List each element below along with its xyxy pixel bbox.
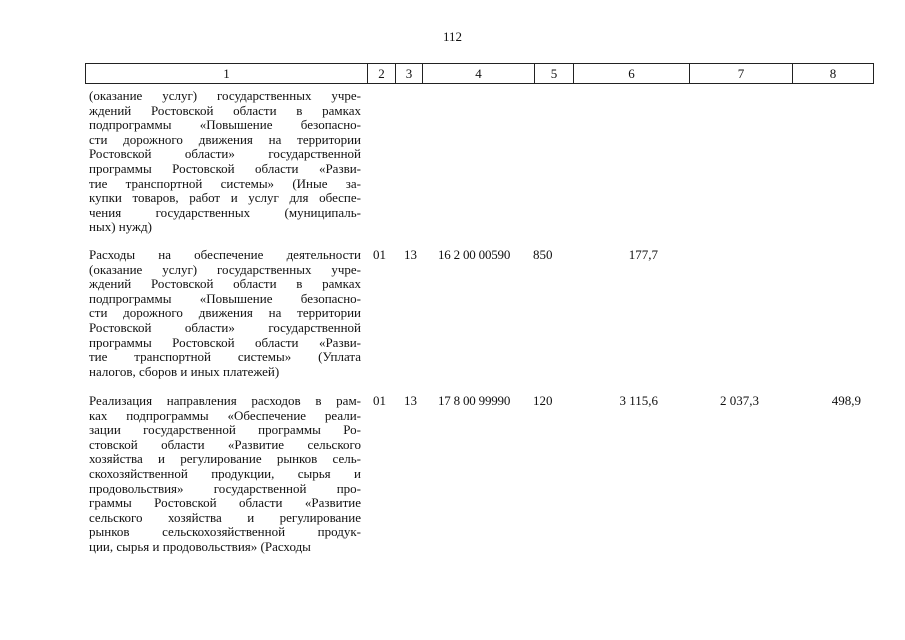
target-article-code: 16 2 00 00590: [438, 247, 511, 262]
column-header-row: [86, 64, 874, 84]
subsection-code: 13: [404, 247, 417, 262]
column-header-5: 5: [535, 64, 574, 84]
description-line: Ростовской области» государственной: [89, 319, 361, 335]
description-line: тие транспортной системы» (Уплата: [89, 349, 361, 365]
description-line: Реализация направления расходов в рам-: [89, 393, 361, 408]
description-line: стовской области «Развитие сельского: [89, 436, 361, 452]
description-line: (оказание услуг) государственных учре-: [89, 261, 361, 277]
column-header-1: 1: [86, 64, 368, 84]
amount-column-7: 2 037,3: [720, 393, 759, 408]
column-header-table: [85, 63, 874, 84]
column-header-4: 4: [423, 64, 535, 84]
expense-type-code: 850: [533, 247, 553, 262]
description-line: зации государственной программы Ро-: [89, 422, 361, 438]
page-number: 112: [442, 29, 463, 44]
column-header-7: 7: [690, 64, 793, 84]
description-line: сти дорожного движения на территории: [89, 131, 361, 147]
description-line: граммы Ростовской области «Развитие: [89, 495, 361, 511]
description-line: тие транспортной системы» (Иные за-: [89, 175, 361, 191]
description-line: чения государственных (муниципаль-: [89, 204, 361, 220]
amount-column-8: 498,9: [831, 393, 861, 408]
description-line: программы Ростовской области «Разви-: [89, 160, 361, 176]
description-line: Расходы на обеспечение деятельности: [89, 247, 361, 262]
column-header-8: 8: [793, 64, 874, 84]
description-line: скохозяйственной продукции, сырья и: [89, 465, 361, 481]
amount-column-6: 177,7: [628, 247, 658, 262]
description-line: ции, сырья и продовольствия» (Расходы: [89, 538, 311, 554]
description-line: рынков сельскохозяйственной продук-: [89, 524, 361, 540]
section-code: 01: [373, 393, 386, 408]
description-line: сти дорожного движения на территории: [89, 305, 361, 321]
description-line: Ростовской области» государственной: [89, 146, 361, 162]
row-description: [89, 89, 361, 235]
description-line: программы Ростовской области «Разви-: [89, 334, 361, 350]
column-header-3: 3: [396, 64, 423, 84]
row-description: [89, 394, 361, 555]
description-line: налогов, сборов и иных платежей): [89, 363, 280, 379]
description-line: подпрограммы «Повышение безопасно-: [89, 117, 361, 133]
description-line: (оказание услуг) государственных учре-: [89, 88, 361, 103]
description-line: подпрограммы «Повышение безопасно-: [89, 290, 361, 306]
description-line: купки товаров, работ и услуг для обеспе-: [89, 190, 361, 206]
expense-type-code: 120: [533, 393, 553, 408]
description-line: ждений Ростовской области в рамках: [89, 102, 361, 118]
section-code: 01: [373, 247, 386, 262]
amount-column-6: 3 115,6: [619, 393, 658, 408]
column-header-2: 2: [368, 64, 396, 84]
description-line: хозяйства и регулирование рынков сель-: [89, 451, 361, 467]
column-header-6: 6: [574, 64, 690, 84]
description-line: сельского хозяйства и регулирование: [89, 509, 361, 525]
subsection-code: 13: [404, 393, 417, 408]
description-line: ках подпрограммы «Обеспечение реали-: [89, 407, 361, 423]
description-line: продовольствия» государственной про-: [89, 480, 361, 496]
target-article-code: 17 8 00 99990: [438, 393, 511, 408]
description-line: ждений Ростовской области в рамках: [89, 276, 361, 292]
description-line: ных) нужд): [89, 219, 152, 235]
row-description: [89, 248, 361, 379]
